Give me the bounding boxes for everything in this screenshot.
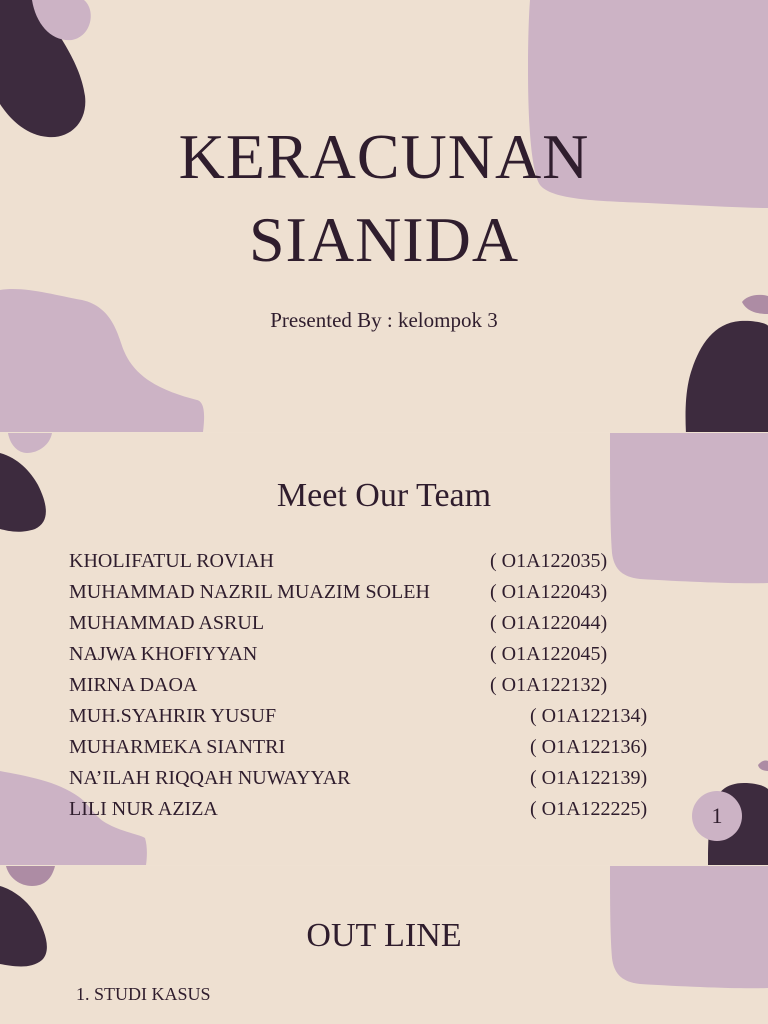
team-heading: Meet Our Team xyxy=(276,477,492,514)
member-id: ( O1A122139) xyxy=(530,767,648,789)
member-name: LILI NUR AZIZA xyxy=(69,798,218,820)
mauve-blob xyxy=(758,760,768,771)
title-slide xyxy=(0,0,768,432)
team-member-row xyxy=(69,702,689,733)
presenter-text: Presented By : kelompok 3 xyxy=(270,308,498,332)
member-id: ( O1A122045) xyxy=(490,643,608,665)
outline-heading: OUT LINE xyxy=(306,917,462,954)
team-member-row xyxy=(69,578,689,609)
team-slide xyxy=(0,433,768,865)
team-member-row xyxy=(69,547,689,578)
outline-list xyxy=(76,983,211,1005)
member-id: ( O1A122043) xyxy=(490,581,608,603)
page-number-badge: 1 xyxy=(692,791,742,841)
team-member-row xyxy=(69,609,689,640)
team-member-row xyxy=(69,733,689,764)
member-name: KHOLIFATUL ROVIAH xyxy=(69,550,274,572)
member-name: MIRNA DAOA xyxy=(69,674,198,696)
member-id: ( O1A122132) xyxy=(490,674,608,696)
mauve-blob xyxy=(6,866,55,886)
team-member-row xyxy=(69,671,689,702)
member-name: MUHAMMAD NAZRIL MUAZIM SOLEH xyxy=(69,581,430,603)
member-name: NA’ILAH RIQQAH NUWAYYAR xyxy=(69,767,351,789)
member-name: MUHARMEKA SIANTRI xyxy=(69,736,286,758)
team-member-row xyxy=(69,795,689,826)
member-name: MUH.SYAHRIR YUSUF xyxy=(69,705,277,727)
member-id: ( O1A122225) xyxy=(530,798,648,820)
team-member-row xyxy=(69,764,689,795)
outline-slide xyxy=(0,866,768,1024)
member-id: ( O1A122044) xyxy=(490,612,608,634)
member-id: ( O1A122035) xyxy=(490,550,608,572)
member-id: ( O1A122134) xyxy=(530,705,648,727)
member-name: NAJWA KHOFIYYAN xyxy=(69,643,258,665)
dark-blob xyxy=(686,321,768,432)
team-member-list xyxy=(69,547,689,826)
outline-item: 1. STUDI KASUS xyxy=(76,984,211,1004)
title-line-2: SIANIDA xyxy=(248,204,520,275)
title-line-1: KERACUNAN xyxy=(178,121,590,192)
mauve-blob xyxy=(8,433,52,453)
member-name: MUHAMMAD ASRUL xyxy=(69,612,265,634)
team-member-row xyxy=(69,640,689,671)
member-id: ( O1A122136) xyxy=(530,736,648,758)
